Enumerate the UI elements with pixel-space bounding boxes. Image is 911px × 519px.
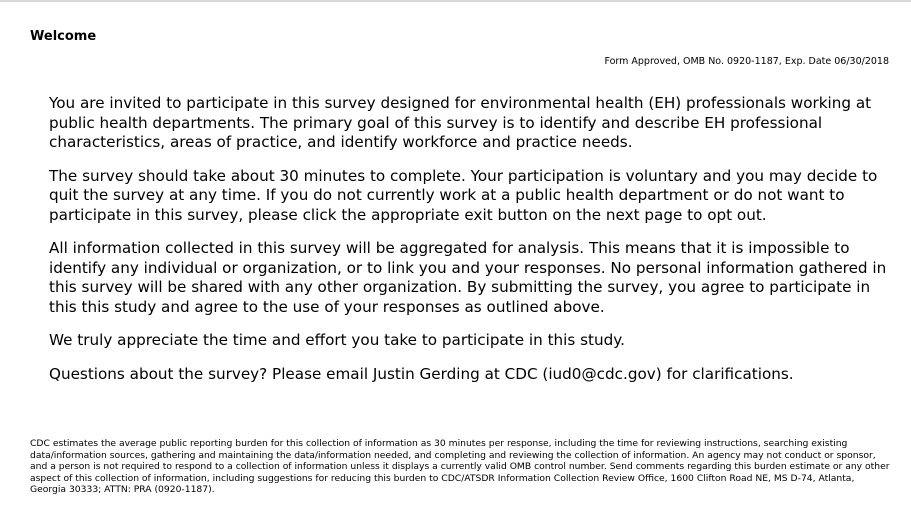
intro-paragraph-thanks: We truly appreciate the time and effort you take to participate in this study. [49,331,625,349]
intro-paragraph-privacy: All information collected in this survey will be aggregated for analysis. This means that it is impossible to identify any individual or organization, or to link you and your responses. No personal information gathered in this survey will be shared with any other organization. By submitting the survey, you agree to participate in this this study and agree to the use of your responses as outlined above. [49,239,887,316]
intro-paragraph-duration: The survey should take about 30 minutes to complete. Your participation is voluntary and you may decide to quit the survey at any time. If you do not currently work at a public health department or do not want to participate in this survey, please click the appropriate exit button on the next page to opt out. [49,166,878,224]
form-approval-notice: Form Approved, OMB No. 0920-1187, Exp. Date 06/30/2018 [604,56,889,67]
page-title: Welcome [30,29,97,44]
burden-statement: CDC estimates the average public reporting burden for this collection of information as 30 minutes per response, including the time for reviewing instructions, searching existing data/information sources, gathering and maintaining the data/information needed, and completing and reviewing the collection of information. An agency may not conduct or sponsor, and a person is not required to respond to a collection of information unless it displays a currently valid OMB control number. Send comments regarding this burden estimate or any other aspect of this collection of information, including suggestions for reducing this burden to CDC/ATSDR Information Collection Review Office, 1600 Clifton Road NE, MS D-74, Atlanta, Georgia 30333; ATTN: PRA (0920-1187). [30,438,890,496]
intro-text [49,94,899,384]
top-border [0,0,911,2]
intro-paragraph-purpose: You are invited to participate in this survey designed for environmental health (EH) professionals working at public health departments. The primary goal of this survey is to identify and describe EH professional characteristics, areas of practice, and identify workforce and practice needs. [49,94,872,151]
intro-paragraph-contact: Questions about the survey? Please email Justin Gerding at CDC (iud0@cdc.gov) for clarifications. [49,364,794,383]
